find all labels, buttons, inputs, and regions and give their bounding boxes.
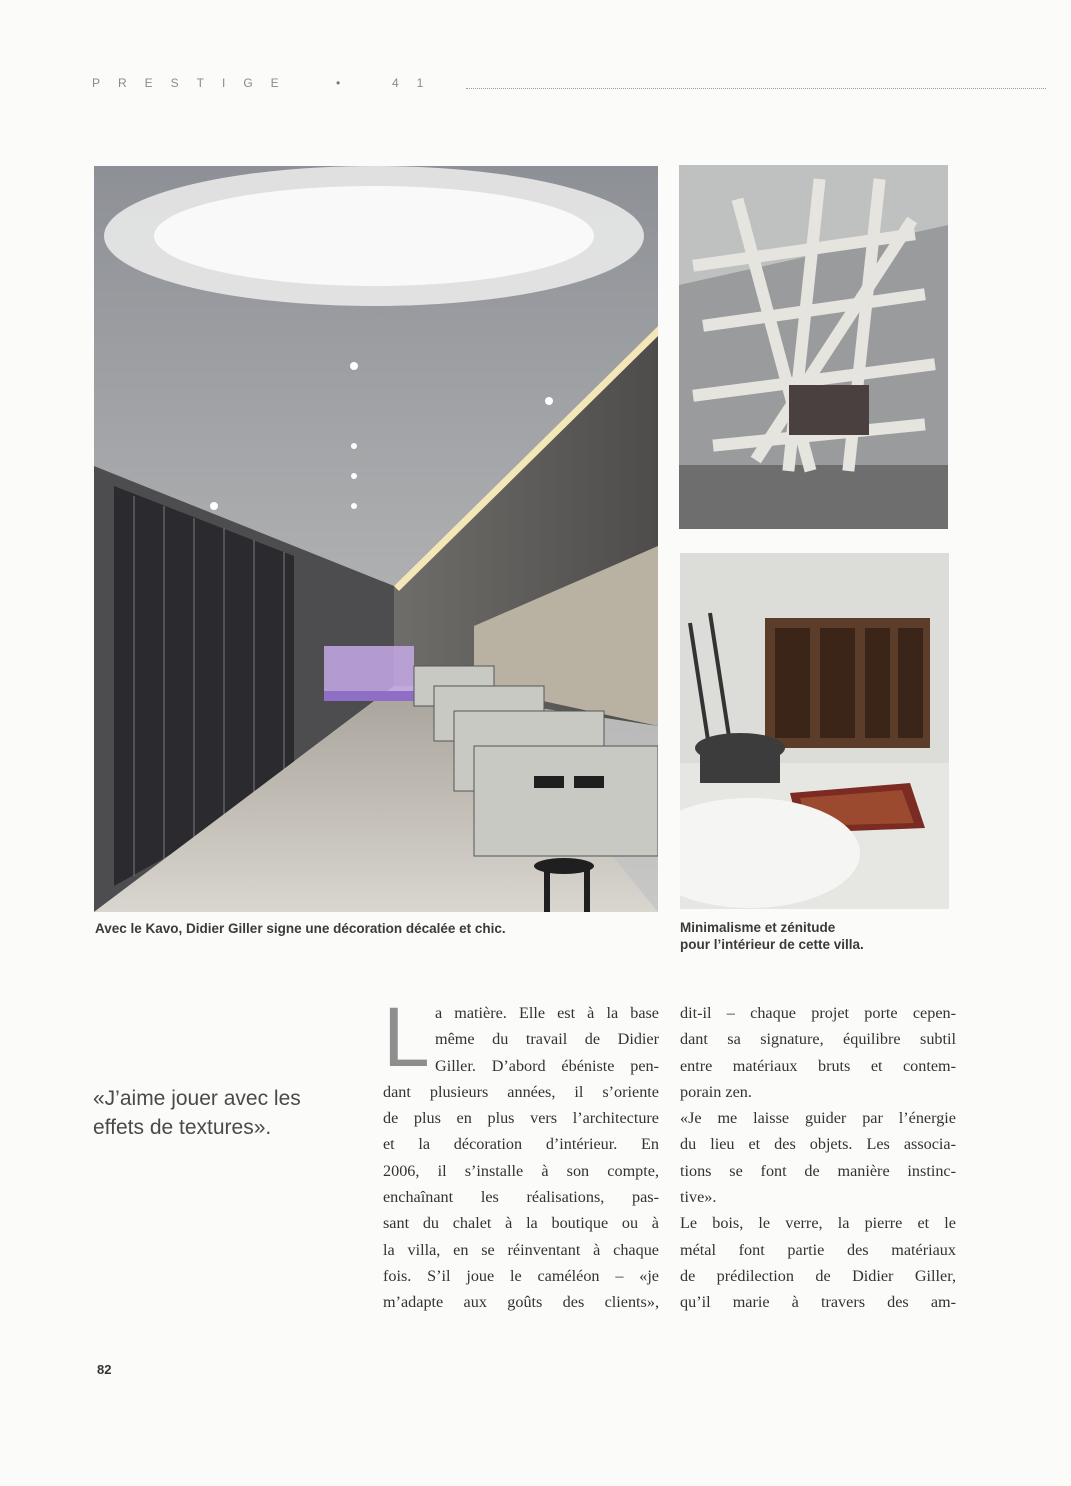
text-line: la villa, en se réinventant à chaque [383,1240,659,1259]
text-line: porain zen. [680,1082,752,1101]
text-line: «Je me laisse guider par l’énergie [680,1109,956,1128]
text-line: m’adapte aux goûts des clients», [383,1293,659,1312]
drop-cap: L [383,990,430,1084]
text-line: de prédilection de Didier Giller, [680,1266,956,1285]
text-line: fois. S’il joue le caméléon – «je [383,1266,659,1285]
caption-kavo: Avec le Kavo, Didier Giller signe une décoration décalée et chic. [95,921,506,936]
text-line: Le bois, le verre, la pierre et le [680,1214,956,1233]
text-line: du lieu et des objets. Les associa- [680,1135,956,1154]
header-dotted-rule [466,88,1046,89]
running-header [92,76,1047,96]
text-line: dant sa signature, équilibre subtil [680,1030,956,1049]
photo-geometric-structure [679,165,948,529]
text-line: même du travail de Didier [435,1030,659,1049]
text-line: 2006, il s’installe à son compte, [383,1161,659,1180]
caption-villa [680,919,950,953]
photo-kavo-restaurant [94,166,658,912]
text-line: a matière. Elle est à la base [435,1004,659,1022]
header-issue-number: 41 [392,76,442,90]
photo-villa-interior [680,553,949,909]
text-line: dant plusieurs années, il s’oriente [383,1082,659,1101]
text-line: de plus en plus vers l’architecture [383,1109,659,1128]
article-column-left [383,990,659,1316]
text-line: métal font partie des matériaux [680,1240,956,1259]
text-line: sant du chalet à la boutique ou à [383,1214,659,1233]
page-number: 82 [97,1362,112,1377]
caption-villa-line-1: Minimalisme et zénitude [680,920,836,935]
text-line: qu’il marie à travers des am- [680,1293,956,1312]
text-line: Giller. D’abord ébéniste pen- [435,1056,659,1075]
text-line: tions se font de manière instinc- [680,1161,956,1180]
caption-villa-line-2: pour l’intérieur de cette villa. [680,937,864,952]
pull-quote: «J’aime jouer avec les effets de textures». [93,1087,301,1139]
text-line: dit-il – chaque projet porte cepen- [680,1004,956,1022]
text-line: et la décoration d’intérieur. En [383,1135,659,1154]
header-separator-dot: • [336,76,341,90]
text-line: enchaînant les réalisations, pas- [383,1188,659,1207]
text-line: tive». [680,1188,717,1207]
text-line: entre matériaux bruts et contem- [680,1056,956,1075]
magazine-name: PRESTIGE [92,76,297,90]
article-column-right [680,1000,956,1316]
